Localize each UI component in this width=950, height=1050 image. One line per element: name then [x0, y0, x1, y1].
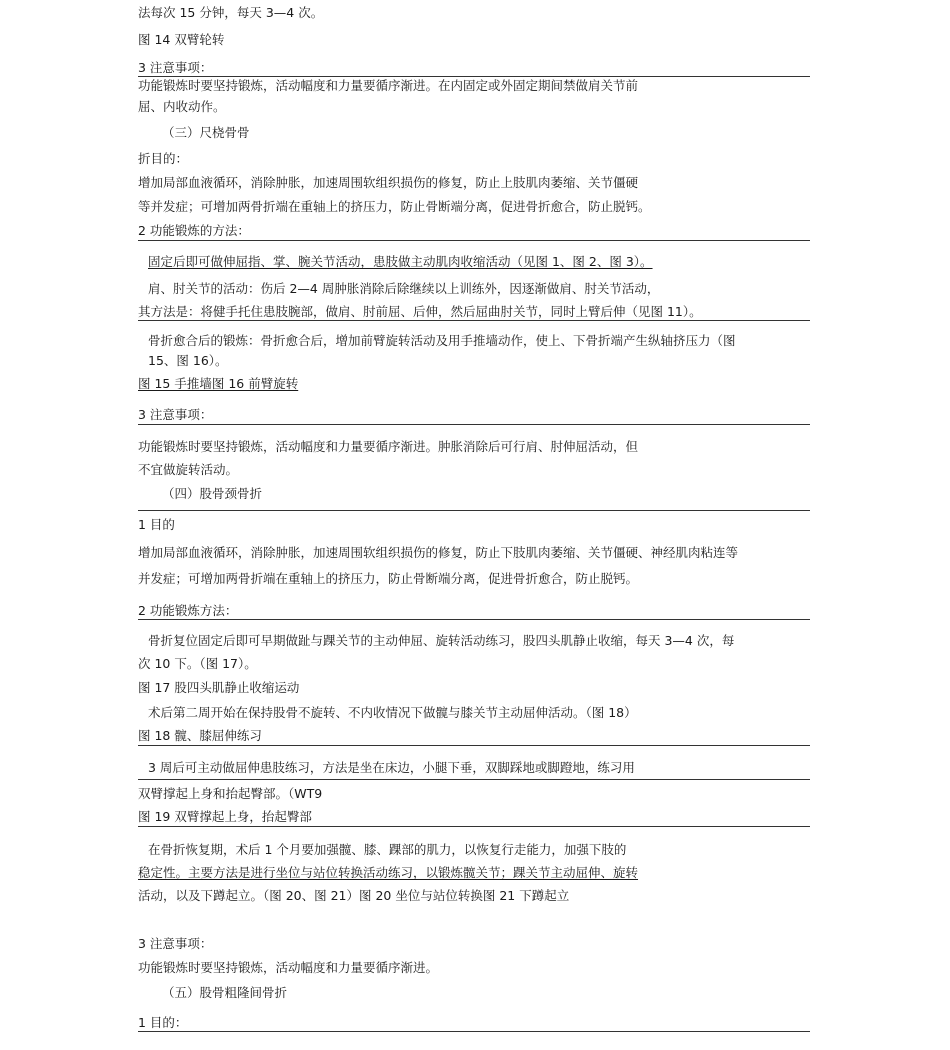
figure-caption: 图 15 手推墙图 16 前臂旋转 — [138, 376, 299, 391]
text-line: 骨折愈合后的锻炼：骨折愈合后，增加前臂旋转活动及用手推墙动作，使上、下骨折端产生纵轴挤压力（图 — [148, 333, 736, 348]
text-line: 功能锻炼时要坚持锻炼，活动幅度和力量要循序渐进。在内固定或外固定期间禁做肩关节前 — [138, 78, 639, 93]
divider — [138, 510, 810, 511]
text-line: 增加局部血液循环，消除肿胀，加速周围软组织损伤的修复，防止上肢肌肉萎缩、关节僵硬 — [138, 175, 639, 190]
text-line: 双臂撑起上身和抬起臀部。（WT9 — [138, 786, 323, 801]
divider — [138, 745, 810, 746]
figure-caption: 图 14 双臂轮转 — [138, 32, 225, 47]
text-line: 术后第二周开始在保持股骨不旋转、不内收情况下做髋与膝关节主动屈伸活动。（图 18） — [148, 705, 637, 720]
section-heading: 3 注意事项： — [138, 936, 213, 951]
divider — [138, 1031, 810, 1032]
text-line: 不宜做旋转活动。 — [138, 462, 239, 477]
section-heading: 3 注意事项： — [138, 60, 213, 75]
divider — [138, 779, 810, 780]
text-line: 固定后即可做伸屈指、掌、腕关节活动，患肢做主动肌肉收缩活动（见图 1、图 2、图 3）。 — [148, 254, 653, 269]
section-heading: （四）股骨颈骨折 — [162, 486, 263, 501]
text-line: 功能锻炼时要坚持锻炼，活动幅度和力量要循序渐进。 — [138, 960, 439, 975]
text-line: 其方法是：将健手托住患肢腕部，做肩、肘前屈、后伸，然后屈曲肘关节，同时上臂后伸（见图 11）。 — [138, 304, 702, 319]
text-line: 功能锻炼时要坚持锻炼，活动幅度和力量要循序渐进。肿胀消除后可行肩、肘伸屈活动，但 — [138, 439, 639, 454]
divider — [138, 619, 810, 620]
section-heading: 2 功能锻炼方法： — [138, 603, 238, 618]
figure-caption: 图 19 双臂撑起上身，抬起臀部 — [138, 809, 312, 824]
text-line: 折目的： — [138, 151, 189, 166]
divider — [138, 76, 810, 77]
section-heading: 3 注意事项： — [138, 407, 213, 422]
text-line: 15、图 16）。 — [148, 353, 228, 368]
section-heading: 1 目的： — [138, 1015, 188, 1030]
text-line: 屈、内收动作。 — [138, 99, 226, 114]
text-line: 骨折复位固定后即可早期做趾与踝关节的主动伸屈、旋转活动练习，股四头肌静止收缩，每天 3—4 次，每 — [148, 633, 735, 648]
figure-caption: 图 17 股四头肌静止收缩运动 — [138, 680, 300, 695]
divider — [138, 424, 810, 425]
text-line: 活动，以及下蹲起立。（图 20、图 21）图 20 坐位与站位转换图 21 下蹲起立 — [138, 888, 570, 903]
section-heading: 2 功能锻炼的方法： — [138, 223, 250, 238]
divider — [138, 826, 810, 827]
text-line: 稳定性。主要方法是进行坐位与站位转换活动练习，以锻炼髋关节；踝关节主动屈伸、旋转 — [138, 865, 639, 880]
text-line: 等并发症；可增加两骨折端在重轴上的挤压力，防止骨断端分离，促进骨折愈合，防止脱钙。 — [138, 199, 651, 214]
divider — [138, 240, 810, 241]
section-heading: 1 目的 — [138, 517, 175, 532]
text-line: 法每次 15 分钟，每天 3—4 次。 — [138, 5, 324, 20]
text-line: 肩、肘关节的活动：伤后 2—4 周肿胀消除后除继续以上训练外，因逐渐做肩、肘关节活动， — [148, 281, 660, 296]
text-line: 3 周后可主动做屈伸患肢练习，方法是坐在床边，小腿下垂，双脚踩地或脚蹬地，练习用 — [148, 760, 635, 775]
section-heading: （五）股骨粗隆间骨折 — [162, 985, 288, 1000]
text-line: 增加局部血液循环，消除肿胀，加速周围软组织损伤的修复，防止下肢肌肉萎缩、关节僵硬、神经肌肉粘连等 — [138, 545, 739, 560]
text-line: 在骨折恢复期，术后 1 个月要加强髋、膝、踝部的肌力，以恢复行走能力，加强下肢的 — [148, 842, 627, 857]
text-line: 次 10 下。（图 17）。 — [138, 656, 257, 671]
section-heading: （三）尺桡骨骨 — [162, 125, 250, 140]
text-line: 并发症；可增加两骨折端在重轴上的挤压力，防止骨断端分离，促进骨折愈合，防止脱钙。 — [138, 571, 639, 586]
figure-caption: 图 18 髋、膝屈伸练习 — [138, 728, 262, 743]
divider — [138, 320, 810, 321]
